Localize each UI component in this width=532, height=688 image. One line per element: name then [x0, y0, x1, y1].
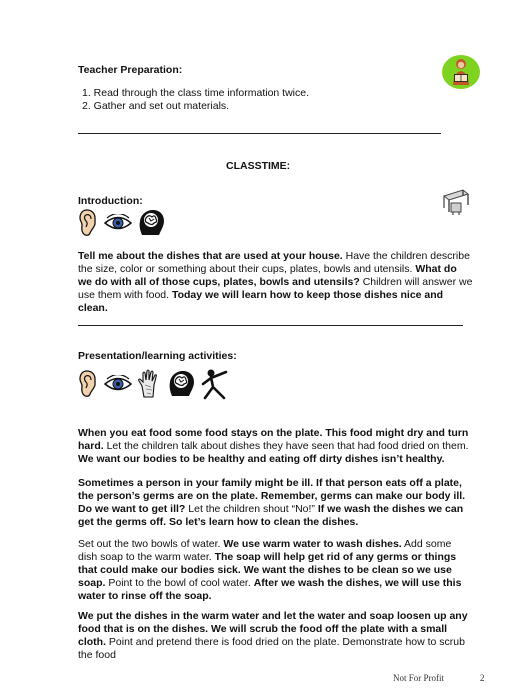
body-paragraph-1: [78, 427, 473, 466]
body-paragraph-4: [78, 610, 473, 662]
teacher-prep-item-2: 2. Gather and set out materials.: [82, 100, 230, 112]
text-run: The soap will help get rid of any germs or things that could make our bodies sick. We want the dishes to be clean so we use soap.: [78, 551, 457, 589]
section-divider: [78, 325, 463, 326]
text-run: When you eat food some food stays on the plate. This food might dry and turn hard.: [78, 427, 469, 452]
teacher-reading-icon: [441, 54, 481, 90]
text-run: Add some dish soap to the warm water.: [78, 538, 452, 563]
text-run: Sometimes a person in your family might be ill. If that person eats off a plate, the person’s germs are on the plate. Remember, germs can make our body ill. Do we want to get ill?: [78, 477, 466, 515]
teacher-prep-item-1: 1. Read through the class time information twice.: [82, 87, 310, 99]
text-run: If we wash the dishes we can get the germs off. So let’s learn how to clean the dishes.: [78, 503, 464, 528]
ear-icon: [78, 369, 100, 399]
text-run: Today we will learn how to keep those dishes nice and clean.: [78, 289, 444, 314]
teacher-prep-heading: Teacher Preparation:: [78, 64, 183, 76]
intro-icons: [78, 208, 166, 238]
text-run: Children will answer we use them with food.: [78, 276, 473, 301]
footer-note: Not For Profit: [393, 673, 445, 683]
text-run: Let the children shout “No!”: [185, 503, 318, 515]
presentation-icons: [78, 368, 230, 400]
page-number: 2: [480, 673, 485, 683]
intro-paragraph: [78, 250, 473, 315]
stretching-person-icon: [200, 368, 230, 400]
text-run: Tell me about the dishes that are used at your house.: [78, 250, 343, 262]
text-run: Have the children describe the size, color or something about their cups, plates, bowls and utensils.: [78, 250, 470, 275]
introduction-heading: Introduction:: [78, 195, 143, 207]
body-paragraph-3: [78, 538, 473, 603]
text-run: What do we do with all of those cups, plates, bowls and utensils?: [78, 263, 457, 288]
section-divider: [78, 133, 441, 134]
brain-head-icon: [166, 369, 196, 399]
text-run: Set out the two bowls of water.: [78, 538, 224, 550]
text-run: We use warm water to wash dishes.: [223, 538, 402, 550]
text-run: We put the dishes in the warm water and let the water and soap loosen up any food that is on the dishes. We will scrub the food off the plate with a small cloth.: [78, 610, 468, 648]
text-run: Point to the bowl of cool water.: [105, 577, 254, 589]
brain-head-icon: [136, 208, 166, 238]
text-run: We want our bodies to be healthy and eating off dirty dishes isn’t healthy.: [78, 453, 445, 465]
presentation-heading: Presentation/learning activities:: [78, 350, 237, 362]
text-run: Let the children talk about dishes they have seen that had food dried on them.: [103, 440, 469, 452]
desk-chair-icon: [441, 186, 471, 216]
eye-icon: [104, 214, 132, 232]
hand-icon: [136, 369, 162, 399]
text-run: Point and pretend there is food dried on the plate. Demonstrate how to scrub the food: [78, 636, 465, 661]
ear-icon: [78, 209, 100, 237]
text-run: After we wash the dishes, we will use this water to rinse off the soap.: [78, 577, 462, 602]
body-paragraph-2: [78, 477, 473, 529]
eye-icon: [104, 375, 132, 393]
classtime-title: CLASSTIME:: [226, 160, 291, 172]
